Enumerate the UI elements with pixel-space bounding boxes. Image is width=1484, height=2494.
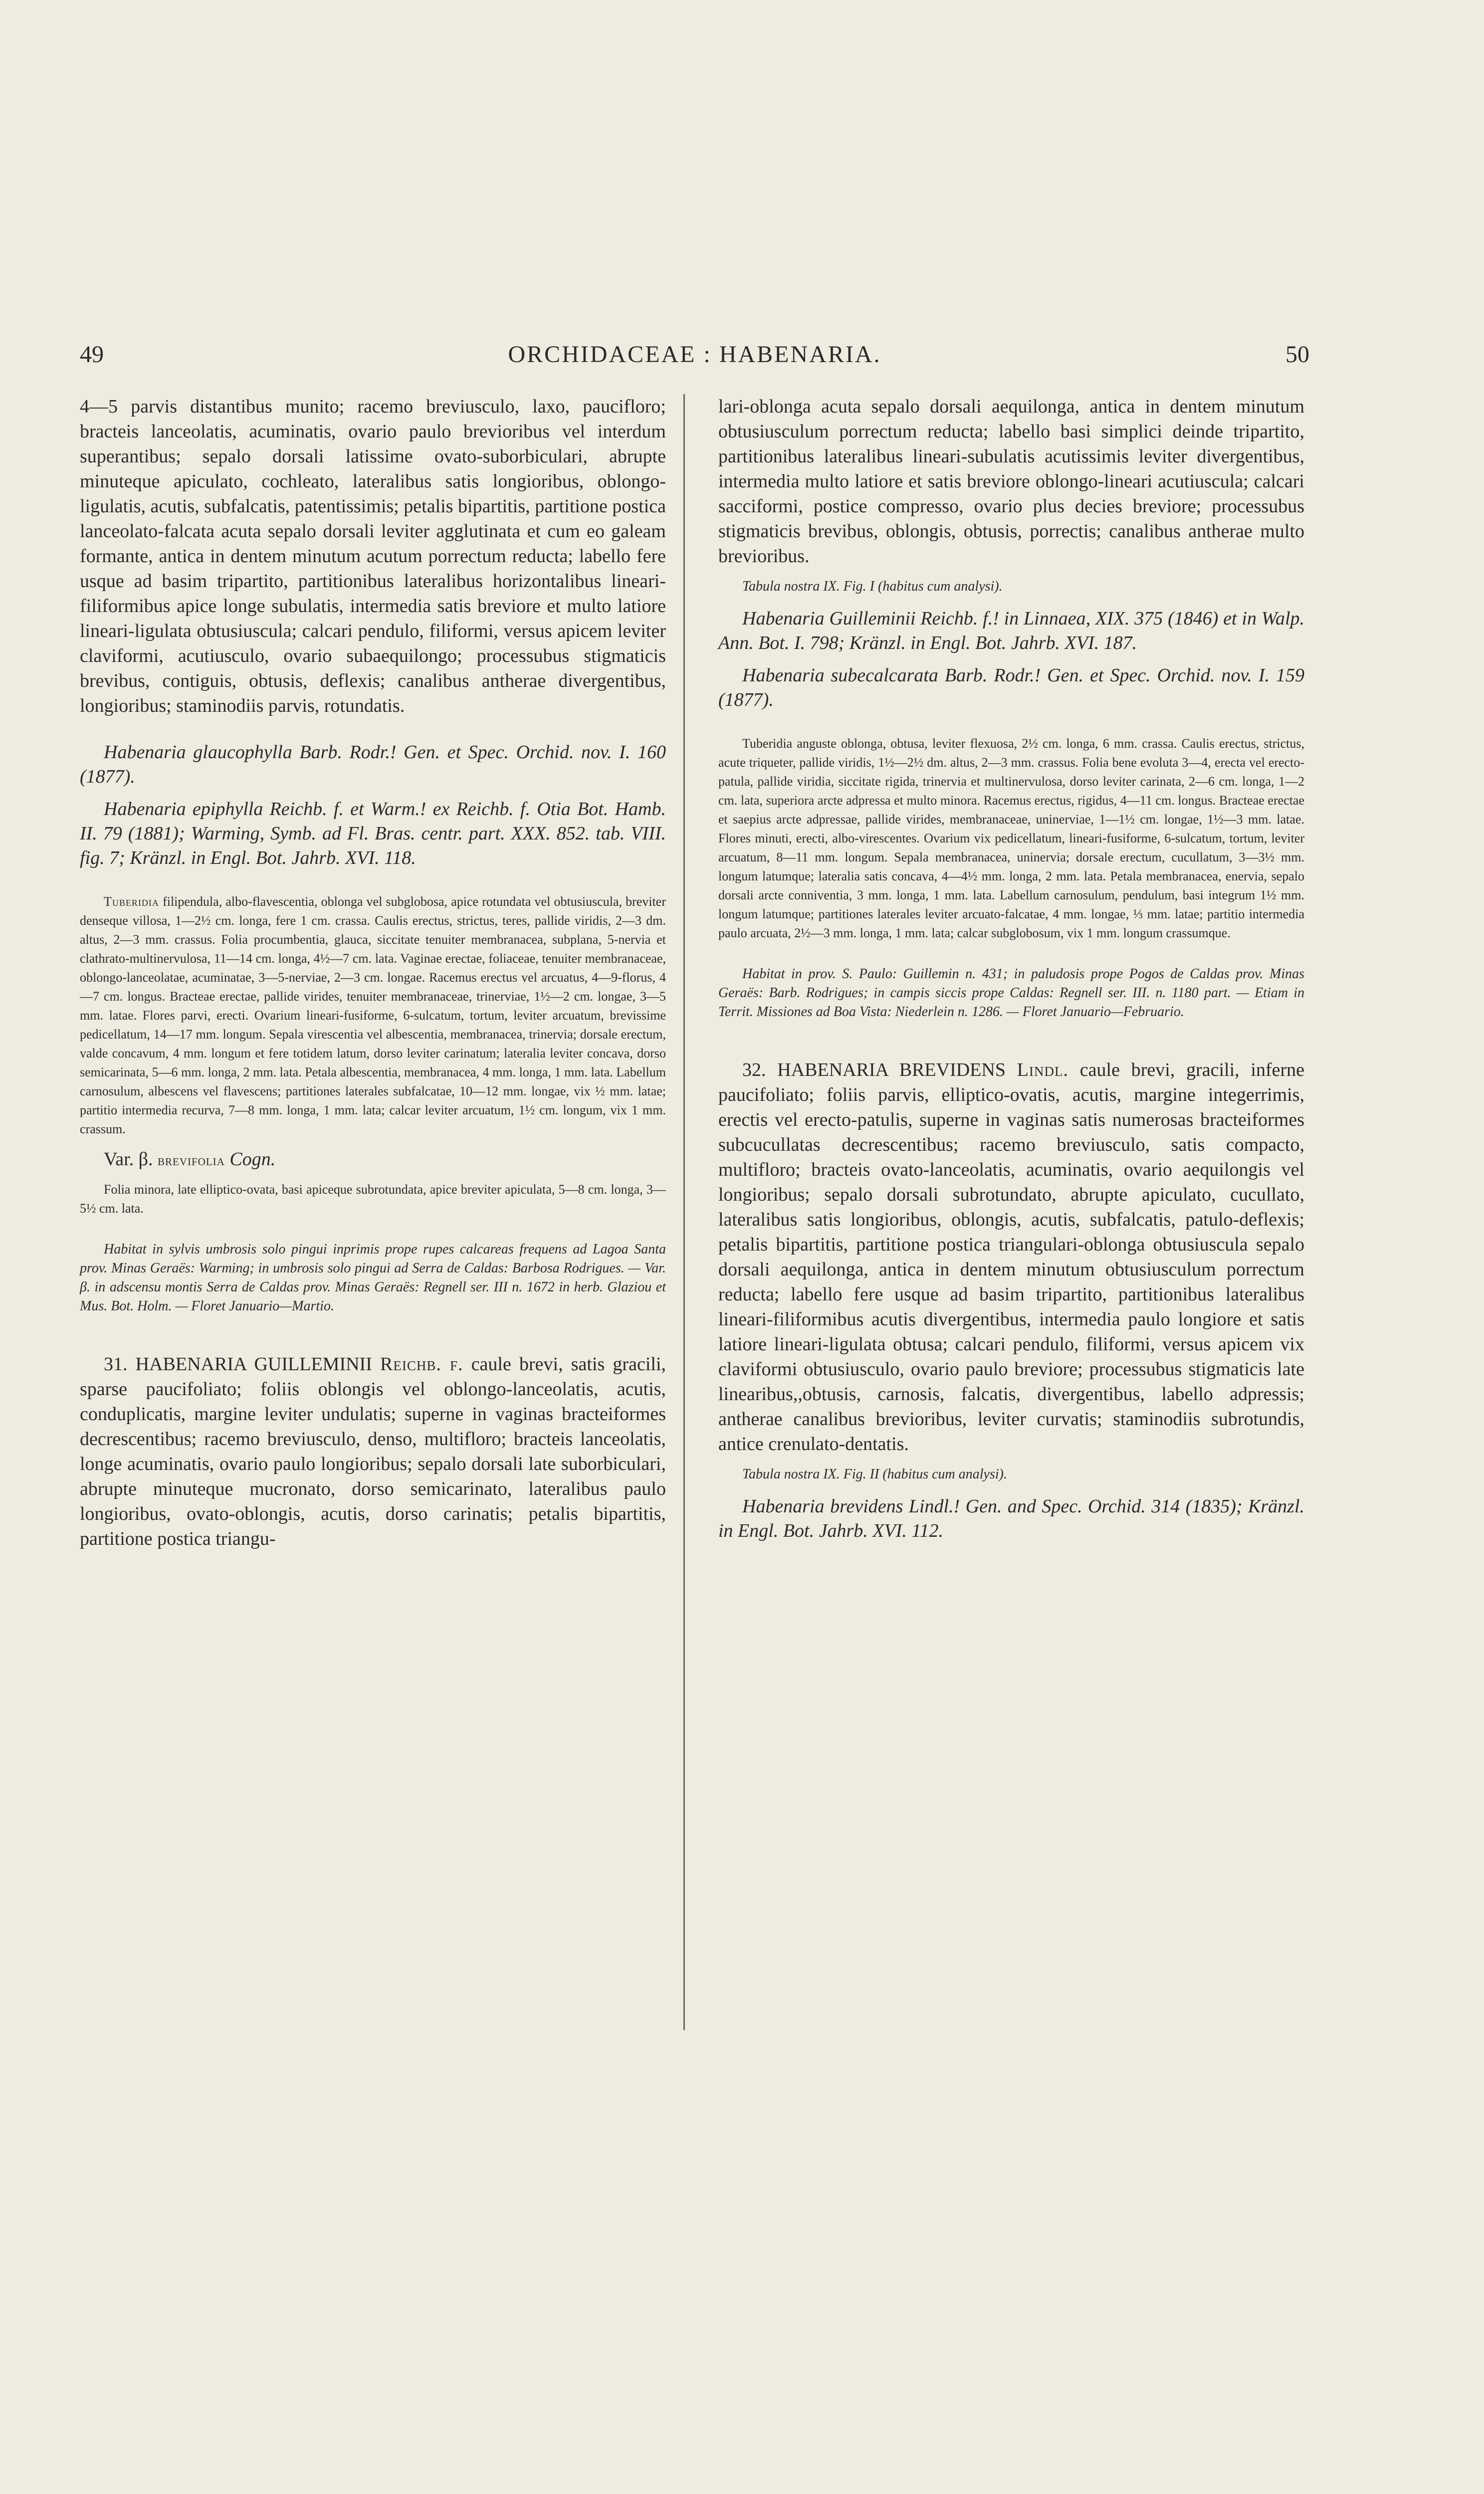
left-column xyxy=(80,394,666,1559)
description-continued-right: lari-oblonga acuta sepalo dorsali aequilonga, antica in dentem minutum obtusiusculum porrectum reducta; labello basi simplici deinde tripartito, partitionibus lateralibus lineari-subulatis acutissimis leviter divergentibus, intermedia multo latiore et satis breviore oblongo-lineari acutiuscula; calcari sacciformi, postice compresso, ovario plus decies breviore; processubus stigmaticis brevibus, oblongis, obtusis, porrectis; canalibus antherae multo brevioribus. xyxy=(718,396,1304,567)
variety-heading: Var. β. brevifolia Cogn. xyxy=(104,1149,276,1170)
species-31-description: 31. HABENARIA GUILLEMINII Reichb. f. caule brevi, satis gracili, sparse paucifoliato; foliis oblongis vel oblongo-lanceolatis, acutis, conduplicatis, margine leviter undulatis; superne in vaginas bracteiformes decrescentibus; racemo breviusculo, denso, multifloro; bracteis lanceolatis, longe acuminatis, ovario paulo longioribus; sepalo dorsali late suborbiculari, abrupte minuteque mucronato, dorso semicarinato, lateralibus paulo longioribus, ovato-oblongis, acutis, dorso carinatis; petalis bipartitis, partitione postica triangu- xyxy=(80,1354,666,1549)
column-divider xyxy=(683,394,685,2030)
habitat-note: Habitat in sylvis umbrosis solo pingui inprimis prope rupes calcareas frequens ad Lagoa Santa prov. Minas Geraës: Warming; in umbrosis solo pingui ad Serra de Caldas: Barbosa Rodrigues. — Var. β. in adscensu montis Serra de Caldas prov. Minas Geraës: Regnell ser. III n. 1672 in herb. Glaziou et Mus. Bot. Holm. — Floret Januario—Martio. xyxy=(80,1242,666,1314)
citation-guilleminii: Habenaria Guilleminii Reichb. f.! in Linnaea, XIX. 375 (1846) et in Walp. Ann. Bot. I. 798; Kränzl. in Engl. Bot. Jahrb. XVI. 187. xyxy=(718,608,1304,653)
variety-description: Folia minora, late elliptico-ovata, basi apiceque subrotundata, apice breviter apiculata, 5—8 cm. longa, 3—5½ cm. lata. xyxy=(80,1182,666,1216)
page-number-right: 50 xyxy=(1285,341,1309,368)
detailed-description-right: Tuberidia anguste oblonga, obtusa, leviter flexuosa, 2½ cm. longa, 6 mm. crassa. Caulis erectus, strictus, acute triqueter, pallide viridis, 1½—2½ dm. altus, 2—3 mm. crassus. Folia bene evoluta 3—4, erecta vel erecto-patula, pallide viridia, siccitate rigida, trinervia et multinervulosa, dorso leviter carinata, 2—6 cm. longa, 1—2 cm. lata, superiora arcte adpressa et multo minora. Racemus erectus, rigidus, 4—11 cm. longus. Bracteae erectae et saepius arcte adpressae, pallide virides, membranaceae, uninerviae, 1—1½ cm. longae, 1½—3 mm. latae. Flores minuti, erecti, albo-virescentes. Ovarium vix pedicellatum, lineari-fusiforme, 6-sulcatum, tortum, leviter arcuatum, 8—11 mm. longum. Sepala membranacea, uninervia; dorsale erectum, cucullatum, 3—3½ mm. longum latumque; lateralia satis concava, 4—4½ mm. longa, 2 mm. lata. Petala membranacea, enervia, sepalo dorsali arcte conniventia, 3 mm. longa, 1 mm. lata. Labellum carnosulum, pendulum, basi integrum 1½ mm. longum latumque; partitiones laterales leviter arcuato-falcatae, 4 mm. longae, ⅓ mm. latae; partitio intermedia paulo arcuata, 2½—3 mm. longa, 1 mm. lata; calcar subglobosum, vix 1 mm. longum crassumque. xyxy=(718,736,1304,940)
habitat-note-right: Habitat in prov. S. Paulo: Guillemin n. 431; in paludosis prope Pogos de Caldas prov. Minas Geraës: Barb. Rodrigues; in campis siccis prope Caldas: Regnell ser. III. n. 1180 part. — Etiam in Territ. Missiones ad Boa Vista: Niederlein n. 1286. — Floret Januario—Februario. xyxy=(718,966,1304,1020)
description-continued: 4—5 parvis distantibus munito; racemo breviusculo, laxo, paucifloro; bracteis lanceolatis, acuminatis, ovario paulo brevioribus vel interdum superantibus; sepalo dorsali latissime ovato-suborbiculari, abrupte minuteque apiculato, cochleato, lateralibus satis longioribus, oblongo-ligulatis, acutis, subfalcatis, patentissimis; petalis bipartitis, partitione postica lanceolato-falcata acuta sepalo dorsali leviter agglutinata et cum eo galeam formante, antica in dentem minutum acutum porrectum reducta; labello fere usque ad basim tripartito, partitionibus lateralibus horizontalibus lineari-filiformibus apice longe subulatis, intermedia satis breviore et multo latiore lineari-ligulata obtusiuscula; calcari pendulo, filiformi, versus apicem leviter claviformi, acutiusculo, ovario subaequilongo; processubus stigmaticis brevibus, contiguis, obtusis, deflexis; canalibus antherae divergentibus, longioribus; staminodiis parvis, rotundatis. xyxy=(80,396,666,716)
right-column xyxy=(718,394,1304,1551)
species-32-description: 32. HABENARIA BREVIDENS Lindl. caule brevi, gracili, inferne paucifoliato; foliis parvis, elliptico-ovatis, acutis, margine integerrimis, erectis vel erecto-patulis, superne in vaginas satis numerosas bracteiformes subcucullatas decrescentibus; racemo breviusculo, satis compacto, multifloro; bracteis ovato-lanceolatis, acuminatis, ovario aequilongis vel longioribus; sepalo dorsali subrotundato, abrupte apiculato, cucullato, lateralibus satis longioribus, oblongis, acutis, subfalcatis, patulo-deflexis; petalis bipartitis, partitione postica triangulari-oblonga obtusiuscula sepalo dorsali aequilonga, antica in dentem minutum obtusiusculum porrectum reducta; labello fere usque ad basim tripartito, partitionibus lateralibus lineari-filiformibus acutis divergentibus, intermedia paulo longiore et satis latiore lineari-ligulata obtusa; calcari pendulo, filiformi, versus apicem vix claviformi obtusiusculo, ovario paulo breviore; processubus stigmaticis late linearibus,,obtusis, carnosis, falcatis, divergentibus, labello adpressis; antherae canalibus brevioribus, leviter curvatis; staminodiis subrotundis, antice crenulato-dentatis. xyxy=(718,1059,1305,1455)
citation-brevidens: Habenaria brevidens Lindl.! Gen. and Spec. Orchid. 314 (1835); Kränzl. in Engl. Bot. Jahrb. XVI. 112. xyxy=(718,1496,1304,1541)
page-header xyxy=(80,341,1309,376)
plate-reference-1: Tabula nostra IX. Fig. I (habitus cum analysi). xyxy=(742,579,1003,594)
page-number-left: 49 xyxy=(80,341,104,368)
plate-reference-2: Tabula nostra IX. Fig. II (habitus cum analysi). xyxy=(742,1466,1007,1482)
citation-epiphylla: Habenaria epiphylla Reichb. f. et Warm.! ex Reichb. f. Otia Bot. Hamb. II. 79 (1881); Warming, Symb. ad Fl. Bras. centr. part. XXX. 852. tab. VIII. fig. 7; Kränzl. in Engl. Bot. Jahrb. XVI. 118. xyxy=(80,799,666,868)
citation-subecalcarata: Habenaria subecalcarata Barb. Rodr.! Gen. et Spec. Orchid. nov. I. 159 (1877). xyxy=(718,665,1304,710)
citation-glaucophylla: Habenaria glaucophylla Barb. Rodr.! Gen. et Spec. Orchid. nov. I. 160 (1877). xyxy=(80,742,666,787)
running-title: ORCHIDACEAE : HABENARIA. xyxy=(508,341,881,368)
detailed-description: Tuberidia filipendula, albo-flavescentia, oblonga vel subglobosa, apice rotundata vel obtusiuscula, breviter denseque villosa, 1—2½ cm. longa, fere 1 cm. crassa. Caulis erectus, strictus, teres, pallide viridis, 2—3 dm. altus, 2—3 mm. crassus. Folia procumbentia, glauca, siccitate tenuiter membranacea, subplana, 5-nervia et clathrato-multinervulosa, 11—14 cm. longa, 4½—7 cm. lata. Vaginae erectae, foliaceae, tenuiter membranaceae, oblongo-lanceolatae, acuminatae, 3—5-nerviae, 2—3 cm. longae. Racemus erectus vel arcuatus, 4—9-florus, 4—7 cm. longus. Bracteae erectae, pallide virides, tenuiter membranaceae, trinerviae, 1½—2 cm. longae, 3—5 mm. latae. Flores parvi, erecti. Ovarium lineari-fusiforme, 6-sulcatum, tortum, leviter arcuatum, brevissime pedicellatum, 14—17 mm. longum. Sepala virescentia vel albescentia, membranacea, trinervia; dorsale erectum, valde concavum, 4 mm. longum et fere totidem latum, dorso leviter carinatum; lateralia leviter concava, dorso semicarinata, 5—6 mm. longa, 2 mm. lata. Petala albescentia, membranacea, 4 mm. longa, 1 mm. lata. Labellum carnosulum, albescens vel flavescens; partitiones laterales subfalcatae, 10—12 mm. longae, vix ½ mm. latae; partitio intermedia recurva, 7—8 mm. longa, 1 mm. lata; calcar leviter arcuatum, 1½ cm. longum, vix 1 mm. crassum. xyxy=(80,894,666,1136)
